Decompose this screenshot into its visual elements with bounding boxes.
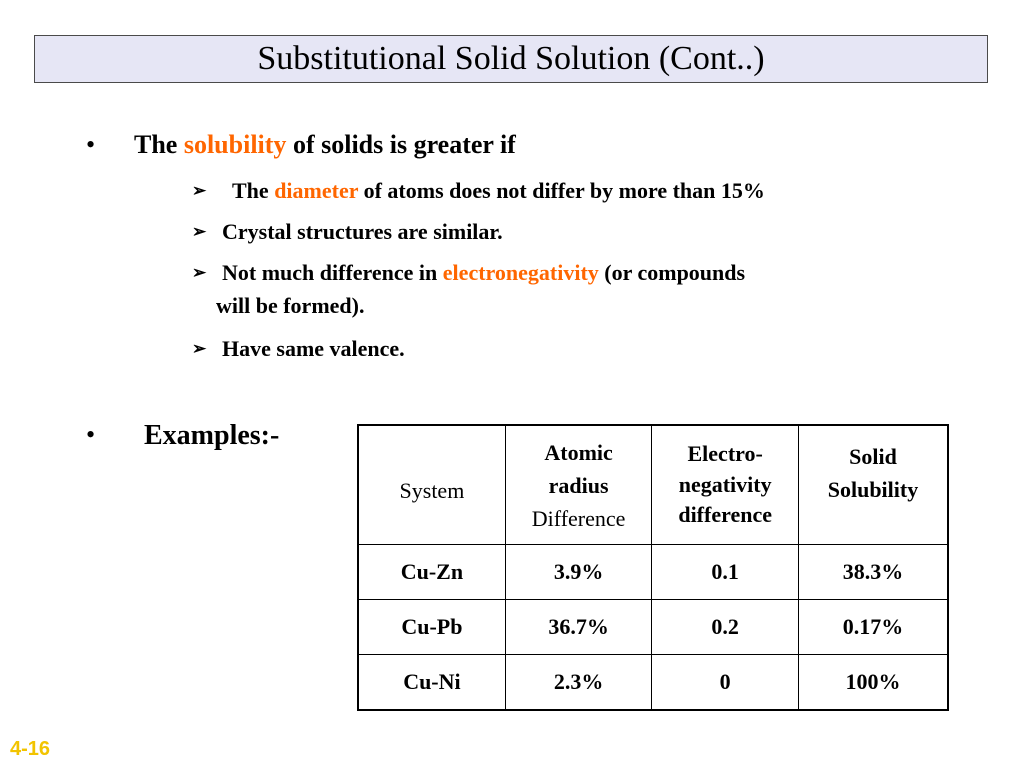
sub-item-electronegativity [222,260,745,286]
sub-item-text-pre: The [232,178,275,203]
header-line: radius [548,472,609,498]
table-row [358,545,948,600]
header-line: difference [678,502,772,528]
table-cell: Cu-Zn [358,545,505,600]
arrow-bullet-icon: ➢ [192,181,207,200]
sub-item-text-post: of atoms does not differ by more than 15% [358,178,765,203]
header-line: Difference [531,505,626,531]
table-row [358,600,948,655]
sub-item-electronegativity-cont: will be formed). [216,293,365,318]
header-line: negativity [678,471,772,497]
slide-title: Substitutional Solid Solution (Cont..) [257,40,765,77]
bullet-text-pre: The [134,130,184,159]
arrow-bullet-icon: ➢ [192,263,207,282]
table-header-row [358,425,948,545]
diameter-term: diameter [274,178,359,203]
header-system [358,425,505,545]
header-line: Atomic [544,439,613,465]
table-cell: 0.17% [798,600,948,655]
slide-title-box [34,35,988,83]
table-cell: Cu-Pb [358,600,505,655]
sub-item-valence: Have same valence. [222,336,405,361]
bullet-marker: • [86,130,96,159]
table-cell: 0 [652,655,799,711]
table-cell: 2.3% [505,655,652,711]
bullet-marker: • [86,420,96,449]
page-number: 4-16 [10,738,51,760]
header-atomic-radius [505,425,652,545]
sub-item-diameter [232,178,765,204]
header-line: Electro- [687,440,763,466]
header-electronegativity [652,425,799,545]
table-cell: 0.2 [652,600,799,655]
header-line: Solid [849,444,897,469]
table-cell: 36.7% [505,600,652,655]
table-cell: 100% [798,655,948,711]
table-cell: 3.9% [505,545,652,600]
bullet-text-post: of solids is greater if [286,130,516,159]
sub-item-crystal: Crystal structures are similar. [222,219,503,244]
solubility-term: solubility [183,130,287,159]
header-solid-solubility [798,425,948,545]
table-cell: 0.1 [652,545,799,600]
table-cell: Cu-Ni [358,655,505,711]
electronegativity-term: electronegativity [442,260,599,285]
table-cell: 38.3% [798,545,948,600]
sub-item-text-post: (or compounds [598,260,746,285]
arrow-bullet-icon: ➢ [192,339,207,358]
bullet-examples: Examples:- [144,420,280,451]
header-line: System [399,477,465,503]
sub-item-text-pre: Not much difference in [222,260,443,285]
bullet-solubility [134,130,516,160]
table-row [358,655,948,711]
examples-table [357,424,949,711]
header-line: Solubility [827,477,919,502]
arrow-bullet-icon: ➢ [192,222,207,241]
